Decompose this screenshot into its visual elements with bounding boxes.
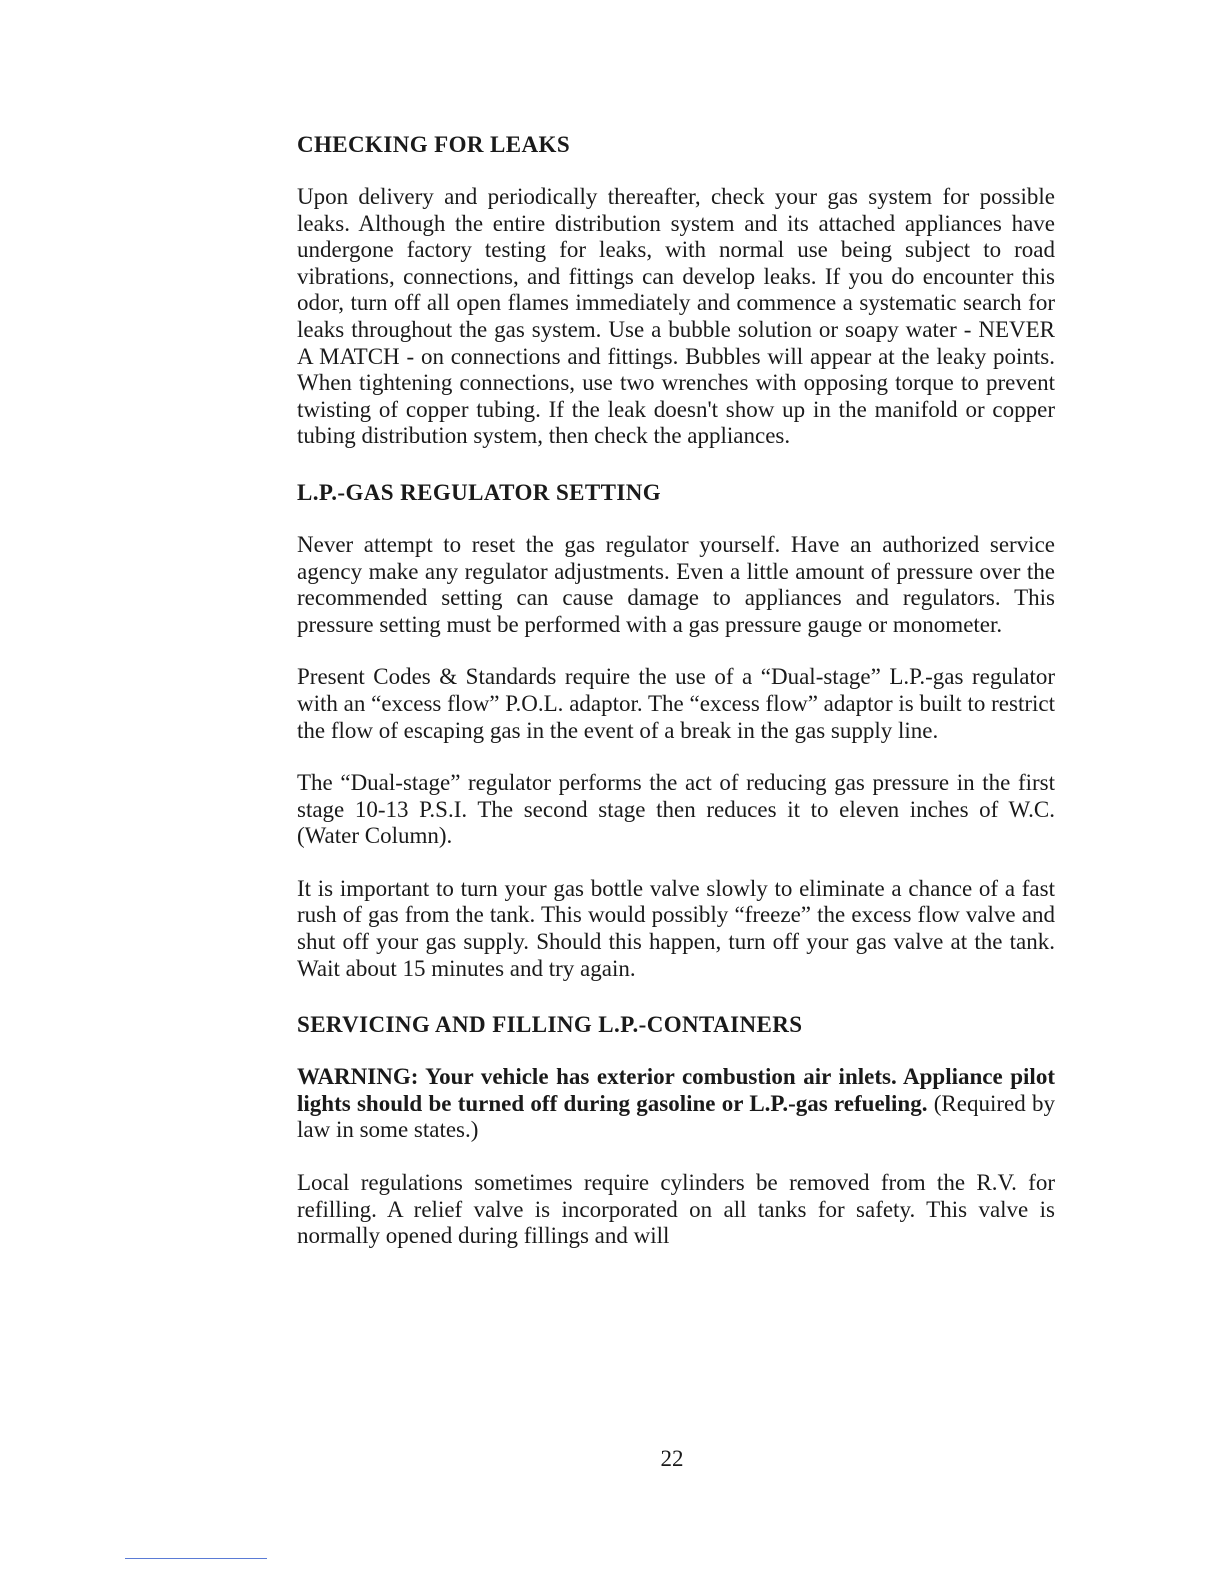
heading-servicing-filling: SERVICING AND FILLING L.P.-CONTAINERS [297,1012,803,1038]
paragraph-dual-stage: The “Dual-stage” regulator performs the act of reducing gas pressure in the first stage 10-13 P.S.I. The second stage then reduces it to eleven inches of W.C. (Water Column). [297,770,1055,849]
warning-bold-text: WARNING: Your vehicle has exterior combustion air inlets. Appliance pilot lights should be turned off during gasoline or L.P.-gas refueling. [297,1064,1055,1116]
warning-normal-text: (Required by law in some states.) [297,1090,1055,1143]
paragraph-checking-for-leaks: Upon delivery and periodically thereafter, check your gas system for possible leaks. Although the entire distribution system and its attached appliances have undergone factory testing for leaks, with normal use being subject to road vibrations, connections, and fittings can develop leaks. If you do encounter this odor, turn off all open flames immediately and commence a systematic search for leaks throughout the gas system. Use a bubble solution or soapy water - NEVER A MATCH - on connections and fittings. Bubbles will appear at the leaky points. When tightening connections, use two wrenches with opposing torque to prevent twisting of copper tubing. If the leak doesn't show up in the manifold or copper tubing distribution system, then check the appliances. [297,184,1055,449]
paragraph-regulator-reset: Never attempt to reset the gas regulator yourself. Have an authorized service agency make any regulator adjustments. Even a little amount of pressure over the recommended setting can cause damage to appliances and regulators. This pressure setting must be performed with a gas pressure gauge or monometer. [297,531,1055,637]
document-page [297,128,1055,1250]
footer-rule [125,1558,267,1559]
paragraph-codes-standards: Present Codes & Standards require the use of a “Dual-stage” L.P.-gas regulator with an “excess flow” P.O.L. adaptor. The “excess flow” adaptor is built to restrict the flow of escaping gas in the event of a break in the gas supply line. [297,664,1055,743]
page-number: 22 [660,1446,684,1471]
paragraph-local-regulations: Local regulations sometimes require cylinders be removed from the R.V. for refilling. A relief valve is incorporated on all tanks for safety. This valve is normally opened during fillings and will [297,1170,1055,1249]
paragraph-warning [297,1064,1055,1144]
heading-checking-for-leaks: CHECKING FOR LEAKS [297,132,571,157]
paragraph-bottle-valve: It is important to turn your gas bottle valve slowly to eliminate a chance of a fast rush of gas from the tank. This would possibly “freeze” the excess flow valve and shut off your gas supply. Should this happen, turn off your gas valve at the tank. Wait about 15 minutes and try again. [297,875,1055,981]
heading-regulator-setting: L.P.-GAS REGULATOR SETTING [297,479,662,505]
